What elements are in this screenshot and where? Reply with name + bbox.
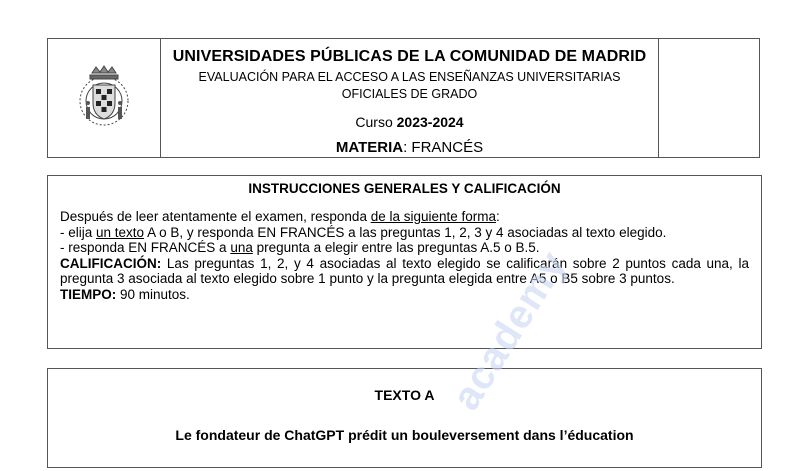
line2-underlined: un texto xyxy=(96,224,145,240)
line3-text: - responda EN FRANCÉS a xyxy=(60,240,231,256)
evaluation-title: EVALUACIÓN PARA EL ACCESO A LAS ENSEÑANZAS UNIVERSITARIAS OFICIALES DE GRADO xyxy=(198,70,621,101)
curso-line xyxy=(161,114,658,130)
line3-post: pregunta a elegir entre las preguntas A.5 o B.5. xyxy=(252,240,540,256)
instructions-title: INSTRUCCIONES GENERALES Y CALIFICACIÓN xyxy=(248,181,561,196)
instructions-body xyxy=(60,209,749,303)
article-title: Le fondateur de ChatGPT prédit un bouleversement dans l’éducation xyxy=(175,427,634,443)
curso-label: Curso xyxy=(355,114,397,130)
university-seal-icon xyxy=(76,63,132,133)
calificacion-paragraph xyxy=(60,256,749,287)
instruction-line-3 xyxy=(60,240,749,256)
line1-text: Después de leer atentamente el examen, responda xyxy=(60,209,371,224)
tiempo-text: 90 minutos. xyxy=(116,286,190,302)
calificacion-label: CALIFICACIÓN: xyxy=(60,255,162,271)
line1-post: : xyxy=(496,209,500,224)
watermark: academy xyxy=(443,243,576,418)
line3-underlined: una xyxy=(230,240,253,256)
materia-value: : FRANCÉS xyxy=(403,139,484,156)
line2-text: - elija xyxy=(60,224,97,240)
tiempo-label: TIEMPO: xyxy=(60,286,117,302)
title-cell xyxy=(161,39,659,157)
line1-underlined: de la siguiente forma xyxy=(370,209,497,224)
texto-a-box xyxy=(47,368,762,468)
materia-label: MATERIA xyxy=(335,139,404,156)
curso-value: 2023-2024 xyxy=(396,114,464,130)
instructions-box xyxy=(47,175,762,349)
exam-header xyxy=(47,38,760,158)
blank-cell xyxy=(659,39,759,157)
tiempo-paragraph xyxy=(60,287,749,303)
calificacion-text: Las preguntas 1, 2, y 4 asociadas al texto elegido se calificarán sobre 2 puntos cada una, la pregunta 3 asociada al texto elegido sobre 1 punto y la pregunta elegida entre A5 o B5 sobre 3 puntos. xyxy=(60,255,749,287)
instruction-line-2 xyxy=(60,225,749,241)
line2-post: A o B, y responda EN FRANCÉS a las preguntas 1, 2, 3 y 4 asociadas al texto elegido. xyxy=(144,224,667,240)
logo-cell xyxy=(48,39,161,157)
university-title: UNIVERSIDADES PÚBLICAS DE LA COMUNIDAD DE MADRID xyxy=(172,48,647,65)
instruction-line-1 xyxy=(60,209,749,225)
texto-a-heading: TEXTO A xyxy=(374,387,435,403)
materia-line xyxy=(161,139,658,156)
